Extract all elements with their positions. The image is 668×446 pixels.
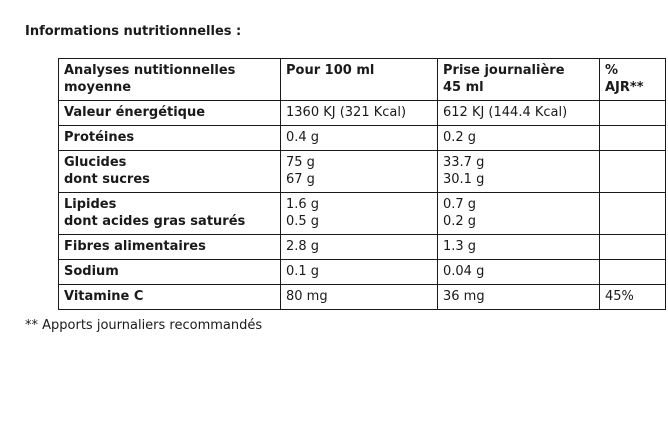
row-ajr <box>600 235 666 260</box>
row-label-text: Valeur énergétique <box>64 105 206 120</box>
header-analysis-line2: moyenne <box>64 80 132 95</box>
table-row <box>59 260 666 285</box>
row-label-text: Fibres alimentaires <box>64 239 206 254</box>
row-label <box>59 126 281 151</box>
footnote: ** Apports journaliers recommandés <box>25 318 263 333</box>
header-ajr <box>600 59 666 101</box>
row-daily-text: 36 mg <box>443 289 485 304</box>
row-daily-text: 612 KJ (144.4 Kcal) <box>443 105 568 120</box>
row-label <box>59 260 281 285</box>
row-ajr <box>600 126 666 151</box>
table-row <box>59 193 666 235</box>
row-ajr <box>600 260 666 285</box>
row-per100-text: 1.6 g <box>286 197 320 212</box>
row-daily <box>438 101 600 126</box>
row-per100 <box>281 285 438 310</box>
row-ajr <box>600 285 666 310</box>
row-per100 <box>281 235 438 260</box>
row-daily-sub-text: 0.2 g <box>443 214 477 229</box>
row-ajr-text: 45% <box>605 289 634 304</box>
row-daily <box>438 193 600 235</box>
row-per100-text: 0.1 g <box>286 264 320 279</box>
row-per100-text: 1360 KJ (321 Kcal) <box>286 105 407 120</box>
row-label <box>59 285 281 310</box>
nutrition-table <box>58 58 666 310</box>
row-per100-text: 75 g <box>286 155 315 170</box>
row-sublabel-text: dont sucres <box>64 172 150 187</box>
row-label-text: Lipides <box>64 197 117 212</box>
header-per-100ml-text: Pour 100 ml <box>286 63 375 78</box>
row-label <box>59 151 281 193</box>
page-heading: Informations nutritionnelles : <box>25 24 242 39</box>
row-ajr <box>600 151 666 193</box>
row-daily-text: 0.2 g <box>443 130 477 145</box>
header-analysis-line1: Analyses nutitionnelles <box>64 63 236 78</box>
row-ajr <box>600 193 666 235</box>
row-per100 <box>281 126 438 151</box>
row-per100-sub-text: 67 g <box>286 172 315 187</box>
row-daily <box>438 126 600 151</box>
row-per100-text: 0.4 g <box>286 130 320 145</box>
header-ajr-line1: % <box>605 63 619 78</box>
row-per100-text: 80 mg <box>286 289 328 304</box>
row-daily-text: 33.7 g <box>443 155 485 170</box>
header-ajr-line2: AJR** <box>605 80 644 95</box>
row-label <box>59 193 281 235</box>
row-daily-sub-text: 30.1 g <box>443 172 485 187</box>
row-label-text: Glucides <box>64 155 127 170</box>
row-label <box>59 235 281 260</box>
row-daily <box>438 235 600 260</box>
table-header-row <box>59 59 666 101</box>
row-label-text: Vitamine C <box>64 289 144 304</box>
table-row <box>59 235 666 260</box>
row-per100 <box>281 260 438 285</box>
row-daily-text: 0.04 g <box>443 264 485 279</box>
row-per100-text: 2.8 g <box>286 239 320 254</box>
table-row <box>59 126 666 151</box>
header-daily-line1: Prise journalière <box>443 63 565 78</box>
row-daily <box>438 285 600 310</box>
row-ajr <box>600 101 666 126</box>
header-analysis <box>59 59 281 101</box>
row-label-text: Sodium <box>64 264 119 279</box>
row-daily-text: 1.3 g <box>443 239 477 254</box>
row-daily <box>438 260 600 285</box>
row-daily-text: 0.7 g <box>443 197 477 212</box>
row-per100-sub-text: 0.5 g <box>286 214 320 229</box>
row-daily <box>438 151 600 193</box>
row-per100 <box>281 101 438 126</box>
table-row <box>59 151 666 193</box>
row-label-text: Protéines <box>64 130 135 145</box>
row-sublabel-text: dont acides gras saturés <box>64 214 246 229</box>
header-daily-line2: 45 ml <box>443 80 484 95</box>
row-per100 <box>281 151 438 193</box>
table-row <box>59 101 666 126</box>
table-row <box>59 285 666 310</box>
row-per100 <box>281 193 438 235</box>
header-daily-intake <box>438 59 600 101</box>
row-label <box>59 101 281 126</box>
header-per-100ml <box>281 59 438 101</box>
